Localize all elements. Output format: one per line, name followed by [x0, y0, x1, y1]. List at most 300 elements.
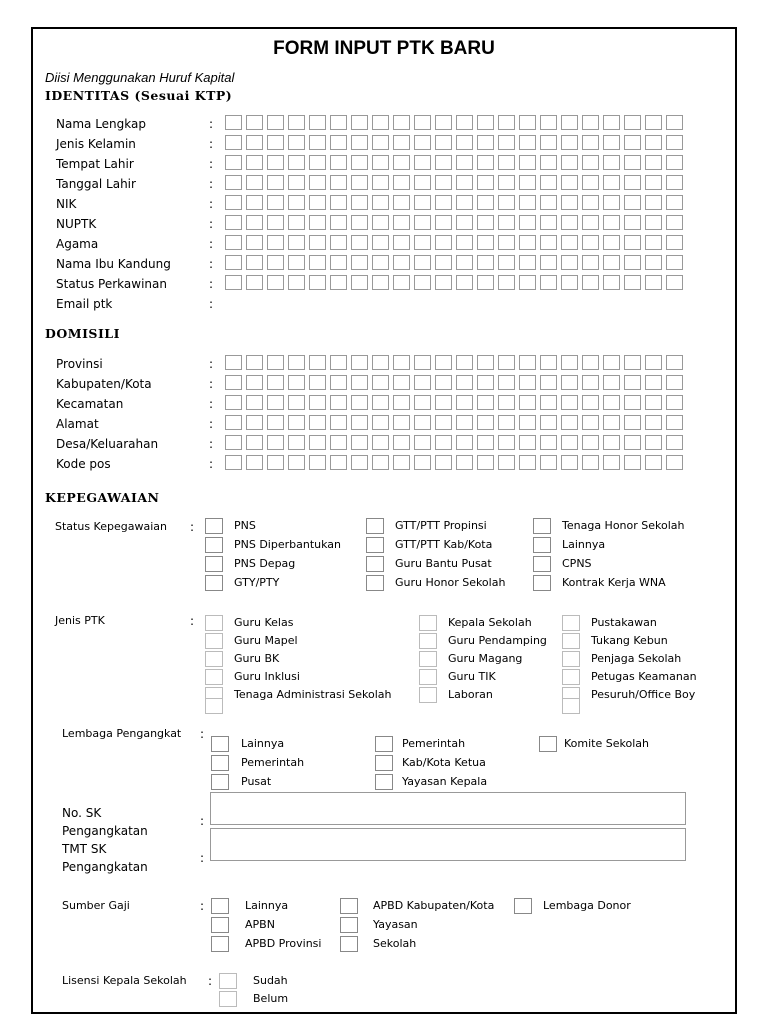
char-box[interactable] [372, 415, 389, 430]
char-box[interactable] [372, 135, 389, 150]
char-box[interactable] [624, 435, 641, 450]
char-box[interactable] [414, 435, 431, 450]
char-box[interactable] [435, 395, 452, 410]
option-checkbox[interactable] [562, 698, 580, 714]
option-checkbox[interactable] [340, 898, 358, 914]
char-box[interactable] [435, 435, 452, 450]
char-box[interactable] [330, 275, 347, 290]
char-box[interactable] [540, 455, 557, 470]
char-box[interactable] [288, 155, 305, 170]
char-box[interactable] [351, 235, 368, 250]
char-box[interactable] [624, 375, 641, 390]
char-box[interactable] [246, 375, 263, 390]
char-box[interactable] [519, 235, 536, 250]
option-checkbox[interactable] [340, 936, 358, 952]
option-checkbox[interactable] [205, 556, 223, 572]
char-box[interactable] [351, 175, 368, 190]
char-box[interactable] [645, 235, 662, 250]
char-box[interactable] [540, 215, 557, 230]
char-box[interactable] [246, 355, 263, 370]
option-checkbox[interactable] [211, 898, 229, 914]
char-box[interactable] [288, 455, 305, 470]
char-box[interactable] [519, 355, 536, 370]
char-box[interactable] [498, 175, 515, 190]
char-box[interactable] [582, 395, 599, 410]
char-box[interactable] [414, 175, 431, 190]
char-box[interactable] [645, 355, 662, 370]
char-box[interactable] [477, 415, 494, 430]
char-box[interactable] [666, 435, 683, 450]
char-box[interactable] [393, 115, 410, 130]
char-box[interactable] [582, 135, 599, 150]
char-box[interactable] [435, 415, 452, 430]
char-box[interactable] [519, 135, 536, 150]
char-box[interactable] [309, 215, 326, 230]
char-box[interactable] [603, 375, 620, 390]
char-box[interactable] [582, 195, 599, 210]
char-box[interactable] [477, 275, 494, 290]
char-box[interactable] [393, 255, 410, 270]
char-box[interactable] [351, 275, 368, 290]
char-box[interactable] [330, 175, 347, 190]
char-box[interactable] [645, 455, 662, 470]
char-box[interactable] [393, 275, 410, 290]
char-box[interactable] [561, 215, 578, 230]
char-box[interactable] [414, 375, 431, 390]
char-box-row[interactable] [225, 435, 683, 450]
option-checkbox[interactable] [205, 651, 223, 667]
option-checkbox[interactable] [211, 755, 229, 771]
char-box[interactable] [540, 435, 557, 450]
char-box[interactable] [414, 235, 431, 250]
char-box[interactable] [477, 115, 494, 130]
char-box[interactable] [603, 455, 620, 470]
char-box[interactable] [393, 235, 410, 250]
char-box[interactable] [246, 155, 263, 170]
char-box[interactable] [435, 275, 452, 290]
char-box[interactable] [582, 115, 599, 130]
char-box[interactable] [624, 115, 641, 130]
char-box[interactable] [225, 435, 242, 450]
option-checkbox[interactable] [366, 537, 384, 553]
char-box[interactable] [666, 215, 683, 230]
char-box[interactable] [666, 175, 683, 190]
char-box[interactable] [267, 395, 284, 410]
option-checkbox[interactable] [562, 651, 580, 667]
char-box[interactable] [624, 355, 641, 370]
char-box[interactable] [498, 395, 515, 410]
char-box[interactable] [456, 175, 473, 190]
char-box[interactable] [519, 395, 536, 410]
char-box[interactable] [330, 395, 347, 410]
char-box[interactable] [435, 155, 452, 170]
char-box[interactable] [477, 175, 494, 190]
char-box[interactable] [540, 355, 557, 370]
char-box[interactable] [498, 155, 515, 170]
char-box[interactable] [414, 135, 431, 150]
option-checkbox[interactable] [219, 991, 237, 1007]
char-box-row[interactable] [225, 155, 683, 170]
char-box[interactable] [582, 455, 599, 470]
char-box[interactable] [309, 235, 326, 250]
char-box[interactable] [288, 235, 305, 250]
char-box[interactable] [456, 235, 473, 250]
char-box[interactable] [351, 435, 368, 450]
char-box[interactable] [666, 455, 683, 470]
char-box[interactable] [372, 215, 389, 230]
char-box[interactable] [519, 375, 536, 390]
char-box[interactable] [372, 235, 389, 250]
char-box[interactable] [666, 115, 683, 130]
char-box[interactable] [498, 375, 515, 390]
char-box[interactable] [645, 275, 662, 290]
char-box[interactable] [603, 175, 620, 190]
char-box[interactable] [330, 435, 347, 450]
char-box[interactable] [330, 455, 347, 470]
char-box[interactable] [519, 195, 536, 210]
char-box[interactable] [624, 215, 641, 230]
char-box[interactable] [624, 195, 641, 210]
char-box[interactable] [372, 275, 389, 290]
char-box[interactable] [351, 255, 368, 270]
char-box[interactable] [477, 395, 494, 410]
char-box[interactable] [309, 115, 326, 130]
char-box-row[interactable] [225, 415, 683, 430]
char-box[interactable] [288, 115, 305, 130]
option-checkbox[interactable] [205, 615, 223, 631]
char-box[interactable] [246, 195, 263, 210]
char-box[interactable] [414, 355, 431, 370]
char-box[interactable] [561, 155, 578, 170]
char-box[interactable] [435, 175, 452, 190]
char-box[interactable] [330, 135, 347, 150]
char-box[interactable] [225, 175, 242, 190]
char-box[interactable] [561, 115, 578, 130]
char-box[interactable] [561, 355, 578, 370]
char-box[interactable] [540, 195, 557, 210]
option-checkbox[interactable] [562, 669, 580, 685]
char-box[interactable] [246, 275, 263, 290]
char-box[interactable] [288, 435, 305, 450]
option-checkbox[interactable] [211, 736, 229, 752]
char-box[interactable] [372, 395, 389, 410]
char-box[interactable] [645, 175, 662, 190]
char-box[interactable] [666, 155, 683, 170]
char-box[interactable] [456, 215, 473, 230]
char-box[interactable] [603, 275, 620, 290]
char-box[interactable] [477, 435, 494, 450]
option-checkbox[interactable] [562, 633, 580, 649]
char-box[interactable] [561, 415, 578, 430]
char-box-row[interactable] [225, 275, 683, 290]
char-box[interactable] [225, 255, 242, 270]
char-box[interactable] [330, 375, 347, 390]
char-box[interactable] [624, 255, 641, 270]
char-box[interactable] [456, 275, 473, 290]
char-box[interactable] [309, 275, 326, 290]
char-box[interactable] [267, 415, 284, 430]
char-box[interactable] [225, 375, 242, 390]
char-box-row[interactable] [225, 215, 683, 230]
char-box[interactable] [540, 255, 557, 270]
char-box[interactable] [519, 255, 536, 270]
char-box[interactable] [519, 455, 536, 470]
char-box[interactable] [393, 435, 410, 450]
char-box[interactable] [624, 155, 641, 170]
char-box[interactable] [288, 415, 305, 430]
char-box[interactable] [267, 275, 284, 290]
char-box[interactable] [267, 135, 284, 150]
char-box[interactable] [267, 375, 284, 390]
char-box[interactable] [666, 375, 683, 390]
char-box[interactable] [267, 195, 284, 210]
option-checkbox[interactable] [419, 687, 437, 703]
char-box[interactable] [288, 175, 305, 190]
char-box[interactable] [456, 415, 473, 430]
char-box[interactable] [456, 135, 473, 150]
char-box[interactable] [435, 235, 452, 250]
char-box[interactable] [414, 215, 431, 230]
char-box[interactable] [267, 215, 284, 230]
char-box[interactable] [414, 415, 431, 430]
char-box[interactable] [351, 115, 368, 130]
char-box[interactable] [582, 215, 599, 230]
char-box[interactable] [246, 395, 263, 410]
option-checkbox[interactable] [205, 537, 223, 553]
char-box[interactable] [540, 135, 557, 150]
option-checkbox[interactable] [375, 755, 393, 771]
char-box[interactable] [372, 255, 389, 270]
char-box[interactable] [225, 115, 242, 130]
char-box[interactable] [351, 415, 368, 430]
char-box[interactable] [225, 275, 242, 290]
char-box[interactable] [477, 355, 494, 370]
char-box[interactable] [225, 235, 242, 250]
char-box[interactable] [456, 355, 473, 370]
char-box[interactable] [309, 375, 326, 390]
option-checkbox[interactable] [539, 736, 557, 752]
char-box[interactable] [645, 375, 662, 390]
char-box[interactable] [582, 375, 599, 390]
char-box[interactable] [267, 235, 284, 250]
char-box[interactable] [603, 355, 620, 370]
char-box[interactable] [351, 355, 368, 370]
char-box[interactable] [351, 455, 368, 470]
char-box[interactable] [372, 455, 389, 470]
option-checkbox[interactable] [419, 615, 437, 631]
char-box[interactable] [561, 455, 578, 470]
option-checkbox[interactable] [533, 556, 551, 572]
char-box[interactable] [477, 135, 494, 150]
char-box[interactable] [225, 395, 242, 410]
char-box[interactable] [666, 395, 683, 410]
char-box-row[interactable] [225, 135, 683, 150]
char-box[interactable] [645, 435, 662, 450]
char-box[interactable] [309, 395, 326, 410]
char-box[interactable] [603, 435, 620, 450]
char-box[interactable] [435, 195, 452, 210]
char-box[interactable] [288, 215, 305, 230]
char-box[interactable] [246, 235, 263, 250]
char-box[interactable] [603, 395, 620, 410]
char-box[interactable] [225, 155, 242, 170]
char-box[interactable] [582, 155, 599, 170]
char-box[interactable] [477, 255, 494, 270]
char-box-row[interactable] [225, 375, 683, 390]
char-box[interactable] [645, 395, 662, 410]
char-box[interactable] [498, 275, 515, 290]
option-checkbox[interactable] [211, 936, 229, 952]
char-box[interactable] [666, 415, 683, 430]
char-box[interactable] [540, 235, 557, 250]
tmt-sk-input[interactable] [210, 828, 686, 861]
char-box[interactable] [666, 275, 683, 290]
char-box[interactable] [435, 355, 452, 370]
char-box[interactable] [645, 255, 662, 270]
option-checkbox[interactable] [366, 556, 384, 572]
char-box[interactable] [372, 355, 389, 370]
char-box[interactable] [603, 195, 620, 210]
char-box[interactable] [477, 155, 494, 170]
char-box[interactable] [267, 175, 284, 190]
char-box[interactable] [351, 135, 368, 150]
char-box[interactable] [498, 115, 515, 130]
char-box[interactable] [288, 255, 305, 270]
char-box[interactable] [393, 395, 410, 410]
option-checkbox[interactable] [366, 575, 384, 591]
char-box[interactable] [267, 115, 284, 130]
char-box[interactable] [477, 375, 494, 390]
option-checkbox[interactable] [419, 669, 437, 685]
char-box[interactable] [393, 175, 410, 190]
char-box[interactable] [624, 455, 641, 470]
char-box[interactable] [498, 195, 515, 210]
char-box[interactable] [582, 415, 599, 430]
char-box[interactable] [414, 455, 431, 470]
char-box[interactable] [456, 255, 473, 270]
char-box[interactable] [246, 115, 263, 130]
char-box[interactable] [225, 215, 242, 230]
char-box[interactable] [225, 195, 242, 210]
char-box[interactable] [456, 375, 473, 390]
char-box[interactable] [288, 375, 305, 390]
char-box[interactable] [561, 395, 578, 410]
char-box-row[interactable] [225, 355, 683, 370]
char-box[interactable] [351, 395, 368, 410]
char-box[interactable] [561, 275, 578, 290]
char-box[interactable] [477, 195, 494, 210]
char-box[interactable] [393, 375, 410, 390]
char-box[interactable] [435, 375, 452, 390]
char-box[interactable] [330, 235, 347, 250]
char-box[interactable] [246, 455, 263, 470]
char-box-row[interactable] [225, 395, 683, 410]
char-box[interactable] [309, 415, 326, 430]
char-box[interactable] [519, 115, 536, 130]
char-box[interactable] [519, 435, 536, 450]
char-box[interactable] [561, 375, 578, 390]
char-box[interactable] [351, 155, 368, 170]
char-box[interactable] [351, 195, 368, 210]
char-box-row[interactable] [225, 235, 683, 250]
char-box[interactable] [267, 455, 284, 470]
char-box[interactable] [393, 155, 410, 170]
char-box[interactable] [330, 215, 347, 230]
char-box[interactable] [561, 195, 578, 210]
option-checkbox[interactable] [366, 518, 384, 534]
option-checkbox[interactable] [205, 669, 223, 685]
char-box[interactable] [288, 275, 305, 290]
char-box[interactable] [582, 355, 599, 370]
char-box[interactable] [309, 455, 326, 470]
option-checkbox[interactable] [219, 973, 237, 989]
char-box[interactable] [603, 155, 620, 170]
option-checkbox[interactable] [205, 698, 223, 714]
char-box[interactable] [309, 355, 326, 370]
char-box[interactable] [645, 215, 662, 230]
char-box[interactable] [393, 415, 410, 430]
char-box[interactable] [498, 415, 515, 430]
char-box[interactable] [246, 135, 263, 150]
char-box[interactable] [561, 235, 578, 250]
option-checkbox[interactable] [375, 774, 393, 790]
char-box[interactable] [246, 435, 263, 450]
char-box[interactable] [624, 235, 641, 250]
char-box[interactable] [435, 255, 452, 270]
option-checkbox[interactable] [419, 651, 437, 667]
char-box[interactable] [330, 255, 347, 270]
char-box[interactable] [330, 115, 347, 130]
char-box[interactable] [519, 155, 536, 170]
char-box[interactable] [540, 155, 557, 170]
char-box[interactable] [498, 235, 515, 250]
char-box[interactable] [309, 135, 326, 150]
char-box[interactable] [624, 175, 641, 190]
no-sk-input[interactable] [210, 792, 686, 825]
char-box[interactable] [372, 195, 389, 210]
char-box[interactable] [267, 155, 284, 170]
char-box[interactable] [498, 215, 515, 230]
char-box[interactable] [288, 135, 305, 150]
char-box[interactable] [519, 275, 536, 290]
char-box[interactable] [477, 215, 494, 230]
char-box[interactable] [582, 275, 599, 290]
option-checkbox[interactable] [533, 575, 551, 591]
char-box[interactable] [456, 395, 473, 410]
char-box[interactable] [330, 195, 347, 210]
char-box[interactable] [414, 275, 431, 290]
char-box[interactable] [414, 195, 431, 210]
option-checkbox[interactable] [340, 917, 358, 933]
char-box[interactable] [246, 415, 263, 430]
char-box-row[interactable] [225, 115, 683, 130]
char-box[interactable] [372, 155, 389, 170]
char-box[interactable] [645, 195, 662, 210]
char-box[interactable] [666, 195, 683, 210]
char-box[interactable] [540, 395, 557, 410]
char-box[interactable] [645, 135, 662, 150]
char-box[interactable] [393, 135, 410, 150]
char-box-row[interactable] [225, 455, 683, 470]
char-box[interactable] [393, 215, 410, 230]
char-box[interactable] [372, 115, 389, 130]
option-checkbox[interactable] [514, 898, 532, 914]
char-box-row[interactable] [225, 175, 683, 190]
option-checkbox[interactable] [419, 633, 437, 649]
char-box[interactable] [666, 135, 683, 150]
char-box[interactable] [498, 455, 515, 470]
char-box[interactable] [582, 435, 599, 450]
